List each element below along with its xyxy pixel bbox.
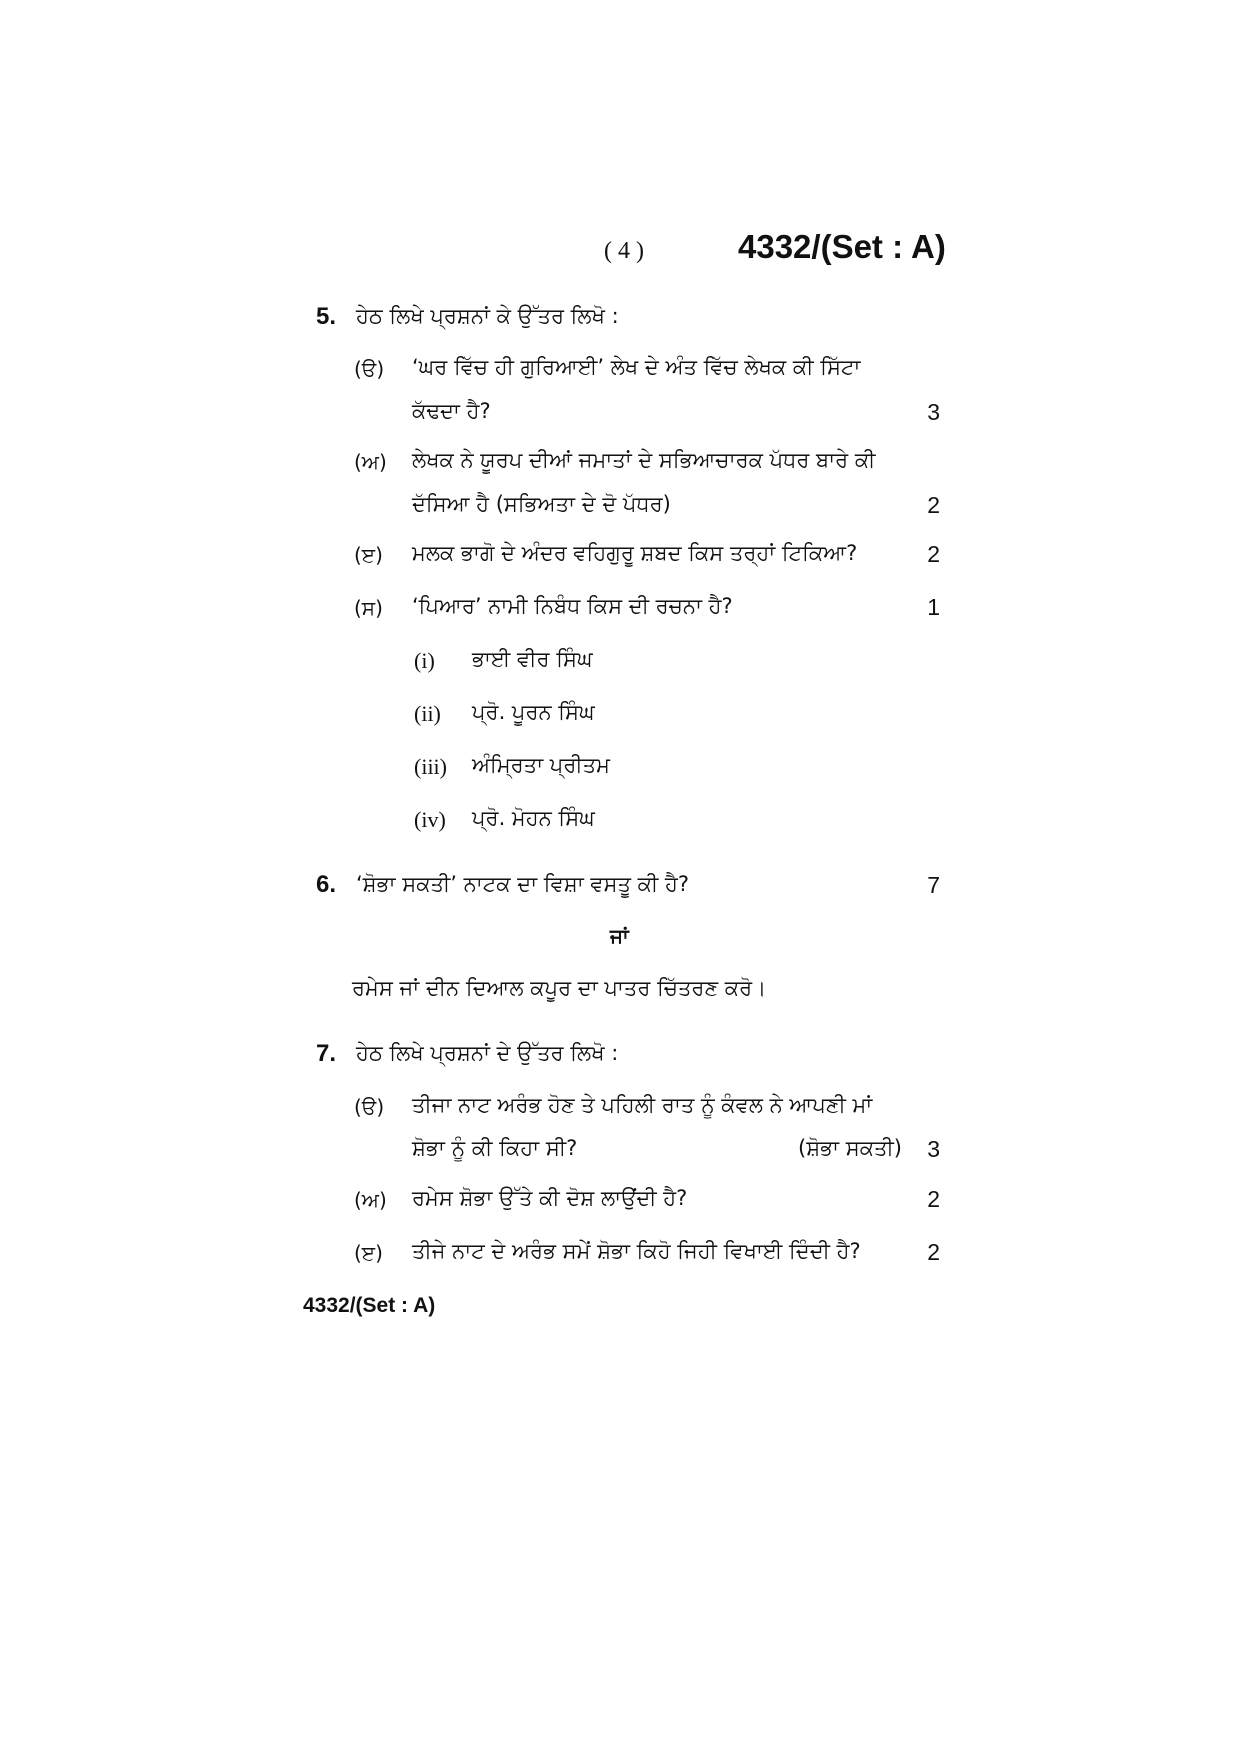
q6-number: 6. — [316, 871, 337, 898]
q5c-label: (ੲ) — [354, 543, 383, 567]
q5b-line2: ਦੱਸਿਆ ਹੈ (ਸਭਿਅਤਾ ਦੇ ਦੋ ਪੱਧਰ) — [412, 492, 671, 516]
option-text: ਭਾਈ ਵੀਰ ਸਿੰਘ — [472, 647, 593, 671]
q5a-marks: 3 — [927, 399, 940, 425]
q7a-line1: ਤੀਜਾ ਨਾਟ ਅਰੰਭ ਹੋਣ ਤੇ ਪਹਿਲੀ ਰਾਤ ਨੂੰ ਕੰਵਲ ਨੇ ਆਪਣੀ ਮਾਂ — [412, 1093, 873, 1117]
q7c-line1: ਤੀਜੇ ਨਾਟ ਦੇ ਅਰੰਭ ਸਮੇਂ ਸ਼ੋਭਾ ਕਿਹੋ ਜਿਹੀ ਵਿਖਾਈ ਦਿੰਦੀ ਹੈ? — [412, 1239, 861, 1263]
q7c-marks: 2 — [927, 1239, 940, 1265]
q6-marks: 7 — [927, 872, 940, 898]
q5d-marks: 1 — [927, 594, 940, 620]
option-num: (iv) — [414, 807, 446, 832]
option-text: ਅੰਮ੍ਰਿਤਾ ਪ੍ਰੀਤਮ — [472, 753, 610, 777]
q5-text: ਹੇਠ ਲਿਖੇ ਪ੍ਰਸ਼ਨਾਂ ਕੇ ਉੱਤਰ ਲਿਖੋ : — [356, 304, 619, 328]
paper-code: 4332/(Set : A) — [738, 228, 946, 265]
q5-number: 5. — [316, 303, 337, 330]
q7-text: ਹੇਠ ਲਿਖੇ ਪ੍ਰਸ਼ਨਾਂ ਦੇ ਉੱਤਰ ਲਿਖੋ : — [356, 1041, 619, 1065]
q7b-line1: ਰਮੇਸ ਸ਼ੋਭਾ ਉੱਤੇ ਕੀ ਦੋਸ਼ ਲਾਉਂਦੀ ਹੈ? — [412, 1186, 688, 1210]
q5b-marks: 2 — [927, 492, 940, 518]
q6-alt-text: ਰਮੇਸ ਜਾਂ ਦੀਨ ਦਿਆਲ ਕਪੂਰ ਦਾ ਪਾਤਰ ਚਿੱਤਰਣ ਕਰੋ। — [352, 976, 767, 1000]
q5b-label: (ਅ) — [354, 450, 387, 474]
q5a-line2: ਕੱਢਦਾ ਹੈ? — [412, 399, 491, 423]
footer-code: 4332/(Set : A) — [303, 1294, 436, 1317]
option-num: (i) — [414, 648, 435, 673]
or-separator: ਜਾਂ — [610, 924, 629, 948]
q5a-line1: ‘ਘਰ ਵਿੱਚ ਹੀ ਗੁਰਿਆਈ’ ਲੇਖ ਦੇ ਅੰਤ ਵਿੱਚ ਲੇਖਕ ਕੀ ਸਿੱਟਾ — [412, 355, 861, 379]
q7a-label: (ੳ) — [354, 1095, 385, 1119]
q5c-marks: 2 — [927, 541, 940, 567]
page-number: ( 4 ) — [604, 238, 644, 264]
option-text: ਪ੍ਰੋ. ਮੋਹਨ ਸਿੰਘ — [472, 806, 595, 830]
q5d-label: (ਸ) — [354, 596, 383, 620]
option-num: (iii) — [414, 754, 447, 779]
option-text: ਪ੍ਰੋ. ਪੂਰਨ ਸਿੰਘ — [472, 700, 595, 724]
q6-text: ‘ਸ਼ੋਭਾ ਸਕਤੀ’ ਨਾਟਕ ਦਾ ਵਿਸ਼ਾ ਵਸਤੂ ਕੀ ਹੈ? — [356, 872, 689, 896]
q7b-marks: 2 — [927, 1186, 940, 1212]
q5d-line1: ‘ਪਿਆਰ’ ਨਾਮੀ ਨਿਬੰਧ ਕਿਸ ਦੀ ਰਚਨਾ ਹੈ? — [412, 594, 733, 618]
option-num: (ii) — [414, 701, 441, 726]
q7b-label: (ਅ) — [354, 1188, 387, 1212]
q7a-source: (ਸ਼ੋਭਾ ਸਕਤੀ) — [798, 1136, 902, 1160]
q5a-label: (ੳ) — [354, 357, 385, 381]
q5c-line1: ਮਲਕ ਭਾਗੋ ਦੇ ਅੰਦਰ ਵਹਿਗੁਰੂ ਸ਼ਬਦ ਕਿਸ ਤਰ੍ਹਾਂ ਟਿਕਿਆ? — [412, 541, 858, 565]
q7-number: 7. — [316, 1040, 337, 1067]
q7c-label: (ੲ) — [354, 1241, 383, 1265]
q7a-line2: ਸ਼ੋਭਾ ਨੂੰ ਕੀ ਕਿਹਾ ਸੀ? — [412, 1136, 578, 1160]
q7a-marks: 3 — [927, 1136, 940, 1162]
q5b-line1: ਲੇਖਕ ਨੇ ਯੂਰਪ ਦੀਆਂ ਜਮਾਤਾਂ ਦੇ ਸਭਿਆਚਾਰਕ ਪੱਧਰ ਬਾਰੇ ਕੀ — [412, 448, 876, 472]
